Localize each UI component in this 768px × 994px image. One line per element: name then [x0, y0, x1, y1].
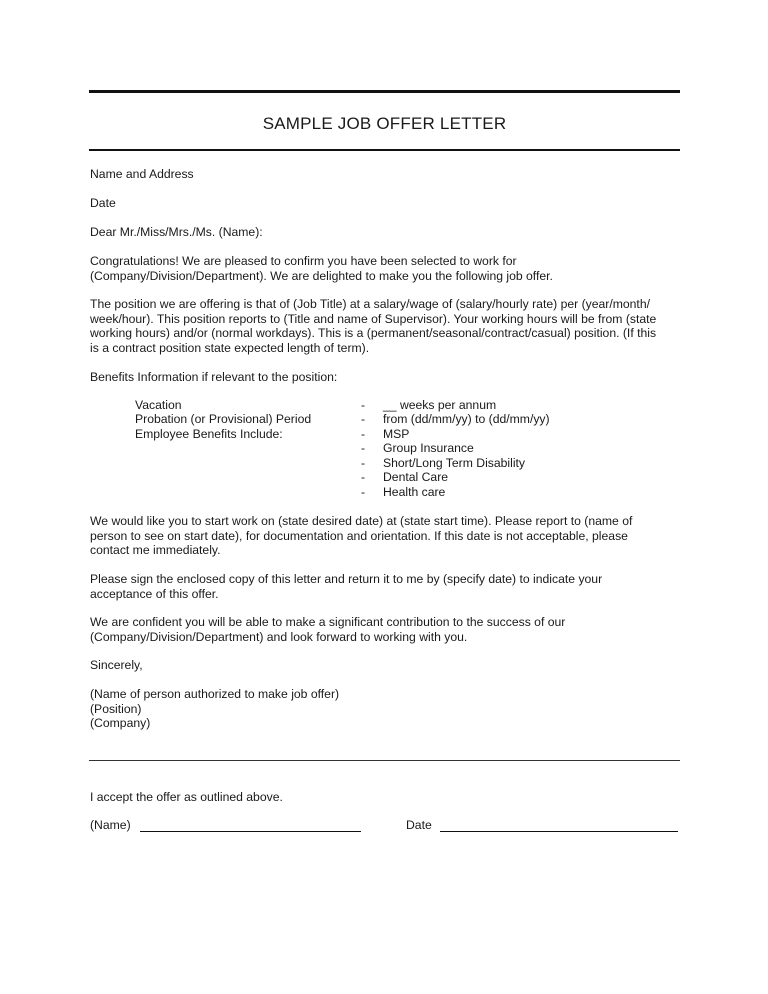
benefit-dash: - [361, 456, 366, 470]
top-rule [89, 90, 680, 93]
salutation: Dear Mr./Miss/Mrs./Ms. (Name): [90, 225, 263, 239]
position-paragraph: The position we are offering is that of (Job Title) at a salary/wage of (salary/hourly rate) per (year/month/ week/hour). This position reports to (Title and name of Supervisor). Your working hours will be from (state working hours) and/or (normal workdays). This is a (permanent/seasonal/contract/casual) position. (If this is a contract position state expected length of term). [90, 297, 657, 355]
acceptance-statement: I accept the offer as outlined above. [90, 790, 283, 804]
sign-copy-paragraph: Please sign the enclosed copy of this letter and return it to me by (specify date) to indicate your acceptance of this offer. [90, 572, 603, 601]
confidence-paragraph: We are confident you will be able to make a significant contribution to the success of our (Company/Division/Department) and look forward to working with you. [90, 615, 566, 644]
benefit-row [0, 485, 768, 500]
benefit-dash: - [361, 441, 366, 455]
benefit-dash: - [361, 398, 366, 412]
name-field-label: (Name) [90, 818, 131, 832]
benefits-intro: Benefits Information if relevant to the position: [90, 370, 338, 384]
benefit-label: Employee Benefits Include: [135, 427, 283, 441]
date-field-label: Date [406, 818, 432, 832]
name-signature-line[interactable] [140, 831, 361, 832]
benefit-value: Group Insurance [383, 441, 474, 455]
benefit-row [0, 441, 768, 456]
benefit-dash: - [361, 470, 366, 484]
date-line: Date [90, 196, 116, 210]
benefit-row [0, 398, 768, 413]
closing: Sincerely, [90, 658, 143, 672]
benefit-value: from (dd/mm/yy) to (dd/mm/yy) [383, 412, 550, 426]
benefit-label: Probation (or Provisional) Period [135, 412, 312, 426]
benefit-dash: - [361, 485, 366, 499]
start-date-paragraph: We would like you to start work on (state desired date) at (state start time). Please report to (name of person to see on start date), for documentation and orientation. If this date is not acceptable, please contact me immediately. [90, 514, 633, 558]
benefit-value: MSP [383, 427, 410, 441]
benefit-value: __ weeks per annum [383, 398, 497, 412]
benefit-row [0, 412, 768, 427]
benefit-row [0, 427, 768, 442]
signatory-block: (Name of person authorized to make job offer) (Position) (Company) [90, 687, 340, 731]
document-title: SAMPLE JOB OFFER LETTER [262, 114, 507, 133]
date-signature-line[interactable] [440, 831, 678, 832]
title-rule [89, 149, 680, 151]
congratulations-paragraph: Congratulations! We are pleased to confirm you have been selected to work for (Company/Division/Department). We are delighted to make you the following job offer. [90, 254, 553, 283]
benefit-label: Vacation [135, 398, 182, 412]
name-address-line: Name and Address [90, 167, 194, 181]
benefit-row [0, 456, 768, 471]
benefit-value: Short/Long Term Disability [383, 456, 526, 470]
benefit-row [0, 470, 768, 485]
benefit-dash: - [361, 412, 366, 426]
benefit-value: Health care [383, 485, 446, 499]
signature-section-rule [89, 760, 680, 761]
benefit-dash: - [361, 427, 366, 441]
benefit-value: Dental Care [383, 470, 449, 484]
